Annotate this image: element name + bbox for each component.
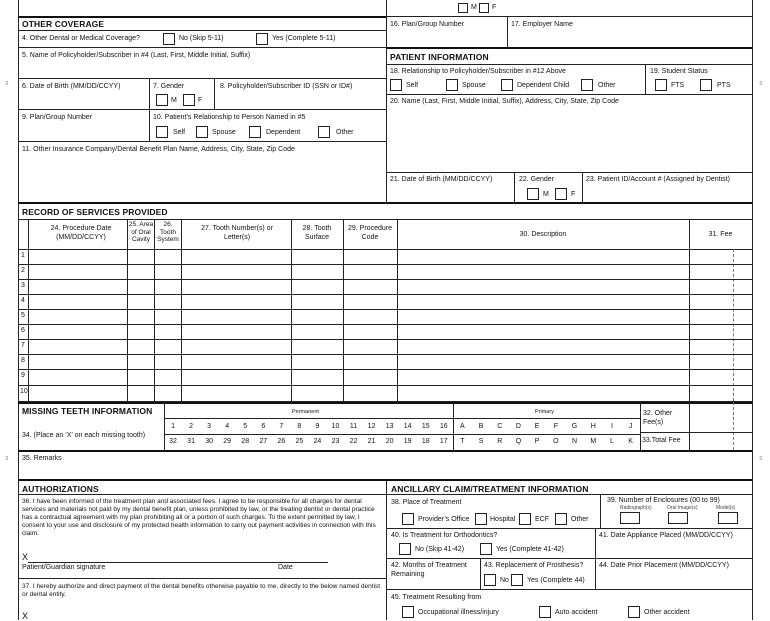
rule: [386, 16, 752, 17]
q41-label: 41. Date Appliance Placed (MM/DD/CCYY): [599, 532, 733, 539]
row-number: 3: [21, 282, 25, 289]
q45-other-label: Other accident: [644, 609, 690, 616]
services-heading: RECORD OF SERVICES PROVIDED: [22, 207, 168, 217]
q38-hospital-checkbox[interactable]: [475, 513, 487, 525]
col28-header: 28. Tooth Surface: [302, 225, 332, 241]
tooth-cell[interactable]: 26: [277, 438, 286, 445]
tooth-cell[interactable]: Q: [515, 438, 522, 445]
rule: [689, 402, 690, 450]
q4-no-label: No (Skip 5-11): [179, 35, 224, 42]
q22-m-checkbox[interactable]: [527, 188, 539, 200]
q19-fts-checkbox[interactable]: [655, 79, 667, 91]
rule: [149, 109, 150, 141]
margin-tick-mark: ▭: [757, 455, 764, 461]
tooth-cell[interactable]: C: [497, 423, 503, 430]
rule: [18, 479, 752, 481]
q39-radiographs-box[interactable]: [620, 512, 640, 524]
tooth-cell[interactable]: 30: [205, 438, 214, 445]
tooth-cell[interactable]: 19: [403, 438, 412, 445]
tooth-cell[interactable]: 28: [241, 438, 250, 445]
authorizations-heading: AUTHORIZATIONS: [22, 484, 99, 494]
row-number: 1: [21, 252, 25, 259]
fee-cents-divider: [733, 402, 734, 450]
q40-yes-label: Yes (Complete 41-42): [496, 546, 564, 553]
tooth-cell[interactable]: 9: [315, 423, 320, 430]
q45-occupational-label: Occupational illness/injury: [418, 609, 499, 616]
row-number: 4: [21, 297, 25, 304]
q43-no-label: No: [500, 577, 509, 584]
other-coverage-heading: OTHER COVERAGE: [22, 19, 105, 29]
tooth-cell[interactable]: G: [571, 423, 578, 430]
top-gender-m-label: M: [471, 4, 477, 11]
tooth-cell[interactable]: P: [534, 438, 540, 445]
rule: [181, 219, 182, 401]
q17-label: 17. Employer Name: [511, 21, 573, 28]
top-gender-m-checkbox[interactable]: [458, 3, 468, 13]
q10-spouse-label: Spouse: [212, 129, 236, 136]
top-gender-f-checkbox[interactable]: [479, 3, 489, 13]
rule: [18, 450, 752, 452]
q38-providers-office-label: Provider’s Office: [418, 516, 470, 523]
q22-m-label: M: [543, 191, 549, 198]
rule: [154, 219, 155, 401]
tooth-cell[interactable]: 16: [439, 423, 448, 430]
q45-label: 45. Treatment Resulting from: [391, 594, 482, 601]
q40-no-label: No (Skip 41-42): [415, 546, 465, 553]
rule: [18, 78, 386, 79]
q8-label: 8. Policyholder/Subscriber ID (SSN or ID#): [220, 83, 353, 90]
middle-divider-bottom: [386, 479, 387, 620]
q32-label: 32. Other Fee(s): [643, 410, 673, 426]
rule: [386, 528, 752, 529]
rule: [582, 172, 583, 202]
tooth-cell[interactable]: 23: [331, 438, 340, 445]
tooth-cell[interactable]: H: [590, 423, 596, 430]
q10-dependent-label: Dependent: [266, 129, 301, 136]
q33-label: 33.Total Fee: [642, 437, 681, 444]
q38-label: 38. Place of Treatment: [391, 499, 462, 506]
q38-other-label: Other: [571, 516, 589, 523]
q4-yes-label: Yes (Complete 5-11): [272, 35, 336, 42]
rule: [386, 558, 752, 559]
tooth-cell[interactable]: 25: [295, 438, 304, 445]
margin-tick-mark: ▭: [757, 80, 764, 86]
rule: [18, 249, 752, 250]
rule: [18, 578, 386, 579]
signature-caption: Patient/Guardian signature: [22, 564, 106, 571]
q22-label: 22. Gender: [519, 176, 555, 183]
rule: [18, 109, 386, 110]
q39-oral-images-label: Oral Image(s): [667, 505, 698, 511]
margin-tick-mark: ▭: [3, 455, 10, 461]
q38-hospital-label: Hospital: [490, 516, 516, 523]
missing-teeth-heading: MISSING TEETH INFORMATION: [22, 406, 153, 416]
row-number: 8: [21, 357, 25, 364]
q39-models-label: Model(s): [716, 505, 736, 511]
col31-header: 31. Fee: [708, 231, 733, 238]
q45-occupational-checkbox[interactable]: [402, 606, 414, 618]
tooth-cell[interactable]: 24: [313, 438, 322, 445]
right-border: [752, 0, 753, 620]
tooth-cell[interactable]: L: [609, 438, 614, 445]
tooth-cell[interactable]: 20: [385, 438, 394, 445]
q45-other-checkbox[interactable]: [628, 606, 640, 618]
q10-other-label: Other: [336, 129, 354, 136]
rule: [689, 219, 690, 401]
rule: [164, 418, 640, 419]
q10-self-checkbox[interactable]: [156, 126, 168, 138]
tooth-cell[interactable]: 22: [349, 438, 358, 445]
q10-label: 10. Patient’s Relationship to Person Named in #5: [153, 114, 306, 121]
rule: [386, 494, 752, 495]
q10-spouse-checkbox[interactable]: [196, 126, 208, 138]
rule: [149, 78, 150, 109]
q18-dependent-child-label: Dependent Child: [517, 82, 570, 89]
row-number: 2: [21, 267, 25, 274]
permanent-label: Permanent: [292, 409, 319, 415]
q22-f-label: F: [571, 191, 576, 198]
tooth-cell[interactable]: 32: [169, 438, 177, 445]
tooth-cell[interactable]: J: [628, 423, 633, 430]
tooth-cell[interactable]: 13: [385, 423, 394, 430]
q18-spouse-checkbox[interactable]: [446, 79, 458, 91]
rule: [18, 141, 386, 142]
rule: [600, 494, 601, 528]
rule: [18, 494, 386, 495]
rule: [640, 402, 641, 450]
q19-label: 19. Student Status: [650, 68, 708, 75]
q21-label: 21. Date of Birth (MM/DD/CCYY): [390, 176, 493, 183]
rule: [640, 432, 752, 433]
tooth-cell[interactable]: 4: [225, 423, 230, 430]
q7-f-label: F: [198, 97, 203, 104]
tooth-cell[interactable]: B: [478, 423, 484, 430]
q35-label: 35. Remarks: [22, 455, 62, 462]
q43-label: 43. Replacement of Prosthesis?: [484, 562, 584, 569]
signature-line[interactable]: [28, 562, 328, 563]
q39-models-box[interactable]: [718, 512, 738, 524]
rule: [397, 219, 398, 401]
rule: [595, 528, 596, 558]
rule: [386, 94, 752, 95]
row-number: 6: [21, 327, 25, 334]
q34-label: 34. (Place an ‘X’ on each missing tooth): [22, 432, 146, 439]
patient-info-heading: PATIENT INFORMATION: [390, 52, 489, 62]
q23-label: 23. Patient ID/Account # (Assigned by Dentist): [586, 176, 730, 183]
rule: [18, 219, 752, 220]
q37-text: 37. I hereby authorize and direct payment of the dental benefits otherwise payable to me, directly to the below named dentist or dental entity.: [22, 583, 381, 598]
coverage-top-rule: [18, 16, 386, 18]
tooth-cell[interactable]: O: [553, 438, 559, 445]
q20-label: 20. Name (Last, First, Middle Initial, Suffix), Address, City, State, Zip Code: [390, 98, 619, 105]
tooth-cell[interactable]: I: [610, 423, 613, 430]
tooth-cell[interactable]: 17: [439, 438, 448, 445]
q43-yes-label: Yes (Complete 44): [527, 577, 585, 584]
q10-other-checkbox[interactable]: [318, 126, 330, 138]
tooth-cell[interactable]: 7: [279, 423, 284, 430]
rule: [480, 558, 481, 589]
signature-x: X: [22, 611, 29, 621]
q19-pts-checkbox[interactable]: [700, 79, 712, 91]
tooth-cell[interactable]: 3: [207, 423, 212, 430]
rule: [514, 172, 515, 202]
rule: [127, 219, 128, 401]
tooth-cell[interactable]: M: [590, 438, 597, 445]
q38-ecf-checkbox[interactable]: [519, 513, 531, 525]
q40-no-checkbox[interactable]: [399, 543, 411, 555]
q38-providers-office-checkbox[interactable]: [402, 513, 414, 525]
q11-label: 11. Other Insurance Company/Dental Benefit Plan Name, Address, City, State, Zip Code: [22, 146, 295, 153]
q6-label: 6. Date of Birth (MM/DD/CCYY): [22, 83, 121, 90]
q7-label: 7. Gender: [153, 83, 185, 90]
rule: [18, 202, 752, 204]
col30-header: 30. Description: [519, 231, 567, 238]
tooth-cell[interactable]: 12: [367, 423, 376, 430]
rule: [18, 30, 386, 31]
col27-header: 27. Tooth Number(s) or Letter(s): [201, 225, 273, 241]
row-number: 5: [21, 312, 25, 319]
q18-dependent-child-checkbox[interactable]: [501, 79, 513, 91]
left-border: [18, 0, 19, 620]
q39-radiographs-label: Radiograph(s): [620, 505, 652, 511]
rule: [386, 172, 752, 173]
row-number: 10: [20, 388, 28, 395]
q40-yes-checkbox[interactable]: [480, 543, 492, 555]
rule: [386, 589, 752, 590]
tooth-cell[interactable]: 14: [403, 423, 412, 430]
tooth-cell[interactable]: A: [460, 423, 465, 430]
q19-pts-label: PTS: [717, 82, 731, 89]
rule: [18, 402, 752, 404]
rule: [645, 64, 646, 94]
q18-other-label: Other: [598, 82, 616, 89]
q44-label: 44. Date Prior Placement (MM/DD/CCYY): [599, 562, 729, 569]
rule: [343, 219, 344, 401]
q18-spouse-label: Spouse: [462, 82, 486, 89]
q22-f-checkbox[interactable]: [555, 188, 567, 200]
margin-tick-mark: ▭: [3, 80, 10, 86]
col29-header: 29. Procedure Code: [348, 225, 392, 241]
tooth-cell[interactable]: 6: [261, 423, 266, 430]
ancillary-heading: ANCILLARY CLAIM/TREATMENT INFORMATION: [391, 484, 589, 494]
q38-other-checkbox[interactable]: [555, 513, 567, 525]
tooth-cell[interactable]: 18: [421, 438, 430, 445]
tooth-cell[interactable]: 21: [367, 438, 376, 445]
q7-m-checkbox[interactable]: [156, 94, 168, 106]
tooth-cell[interactable]: F: [553, 423, 558, 430]
rule: [164, 434, 640, 435]
q5-label: 5. Name of Policyholder/Subscriber in #4 (Last, First, Middle Initial, Suffix): [22, 52, 251, 59]
tooth-cell[interactable]: S: [478, 438, 484, 445]
tooth-cell[interactable]: 10: [331, 423, 340, 430]
q39-oral-images-box[interactable]: [668, 512, 688, 524]
q10-self-label: Self: [173, 129, 186, 136]
q9-label: 9. Plan/Group Number: [22, 114, 93, 121]
q36-text: 36. I have been informed of the treatment plan and associated fees. I agree to be responsible for all charges for dental services and materials not paid by my dental benefit plan, unless prohibited by law, or the treating dentist or dental practice has a contractual agreement with my plan prohibiting all or a portion of such charges. To the extent permitted by law, I consent to your use and disclosure of my protected health information to carry out payment activities in connection with this claim.: [22, 498, 376, 537]
tooth-cell[interactable]: 1: [171, 423, 175, 430]
tooth-cell[interactable]: 5: [243, 423, 248, 430]
tooth-cell[interactable]: 2: [189, 423, 194, 430]
signature-x: X: [22, 552, 29, 562]
q7-f-checkbox[interactable]: [183, 94, 195, 106]
q10-dependent-checkbox[interactable]: [249, 126, 261, 138]
rule: [507, 16, 508, 47]
q4-no-checkbox[interactable]: [163, 33, 175, 45]
q18-self-checkbox[interactable]: [390, 79, 402, 91]
tooth-cell[interactable]: E: [534, 423, 540, 430]
q7-m-label: M: [171, 97, 177, 104]
tooth-cell[interactable]: 27: [259, 438, 268, 445]
q45-auto-checkbox[interactable]: [539, 606, 551, 618]
rule: [28, 219, 29, 401]
tooth-cell[interactable]: K: [628, 438, 633, 445]
q19-fts-label: FTS: [671, 82, 685, 89]
tooth-cell[interactable]: N: [572, 438, 578, 445]
row-number: 7: [21, 342, 25, 349]
col25-header: 25. Area of Oral Cavity: [128, 221, 154, 243]
rule: [595, 558, 596, 589]
q45-auto-label: Auto accident: [555, 609, 598, 616]
col24-header: 24. Procedure Date (MM/DD/CCYY): [50, 225, 112, 241]
tooth-cell[interactable]: 31: [187, 438, 195, 445]
q43-no-checkbox[interactable]: [484, 574, 496, 586]
tooth-cell[interactable]: T: [460, 438, 465, 445]
top-gender-f-label: F: [492, 4, 497, 11]
q40-label: 40. Is Treatment for Orthodontics?: [391, 532, 498, 539]
q16-label: 16. Plan/Group Number: [390, 21, 464, 28]
col26-header: 26. Tooth System: [157, 221, 179, 243]
q43-yes-checkbox[interactable]: [511, 574, 523, 586]
q38-ecf-label: ECF: [535, 516, 549, 523]
rule: [214, 78, 215, 109]
row-number: 9: [21, 372, 25, 379]
q18-other-checkbox[interactable]: [581, 79, 593, 91]
rule: [18, 47, 386, 48]
tooth-cell[interactable]: D: [515, 423, 521, 430]
signature-date-caption: Date: [278, 564, 293, 571]
rule: [386, 47, 752, 49]
tooth-cell[interactable]: R: [497, 438, 503, 445]
rule: [291, 219, 292, 401]
q39-label: 39. Number of Enclosures (00 to 99): [607, 497, 720, 504]
q18-label: 18. Relationship to Policyholder/Subscriber in #12 Above: [390, 68, 566, 75]
rule: [386, 64, 752, 65]
q42-label: 42. Months of Treatment Remaining: [391, 562, 467, 578]
q18-self-label: Self: [406, 82, 419, 89]
tooth-cell[interactable]: 15: [421, 423, 430, 430]
q4-label: 4. Other Dental or Medical Coverage?: [22, 35, 140, 42]
tooth-cell[interactable]: 29: [223, 438, 232, 445]
q4-yes-checkbox[interactable]: [256, 33, 268, 45]
tooth-cell[interactable]: 11: [349, 423, 358, 430]
fee-cents-divider: [733, 249, 734, 401]
tooth-cell[interactable]: 8: [297, 423, 302, 430]
primary-label: Primary: [535, 409, 554, 415]
